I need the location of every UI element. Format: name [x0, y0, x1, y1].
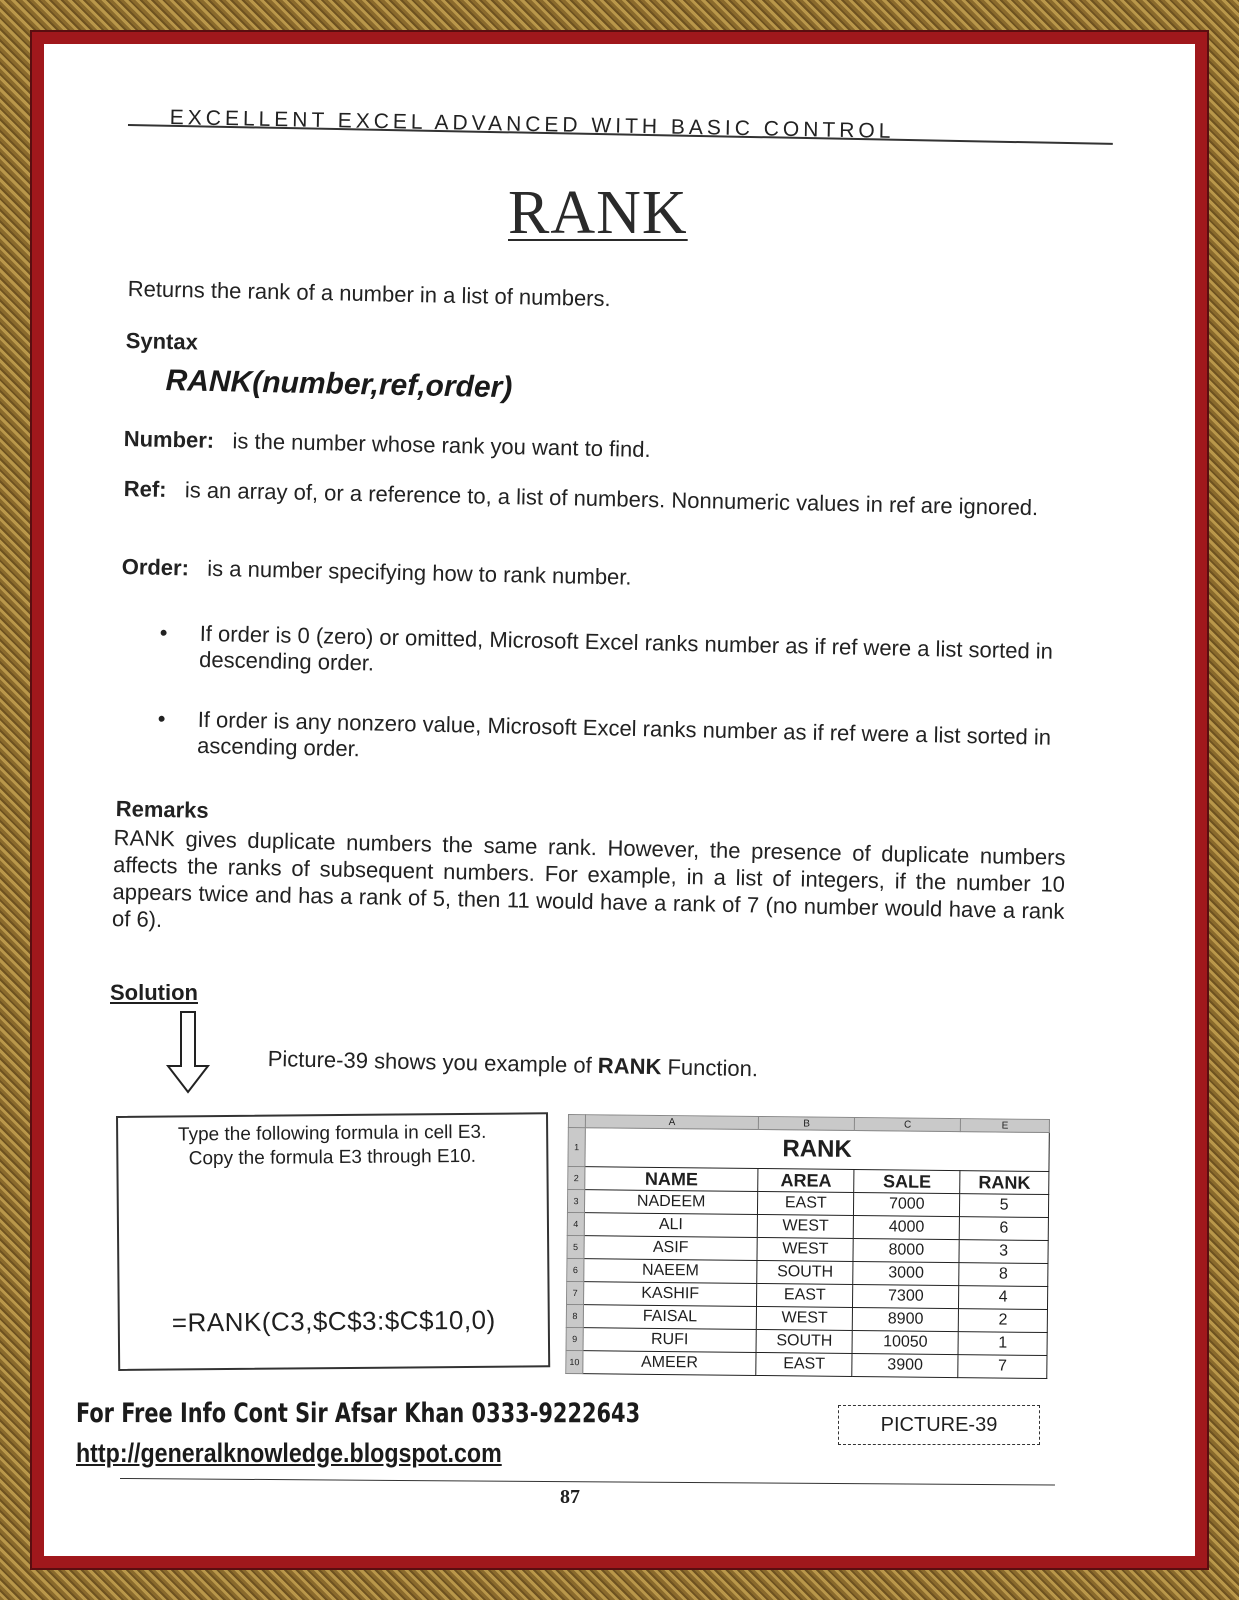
column-letter: A — [585, 1115, 758, 1130]
cell-name: NAEEM — [584, 1259, 757, 1284]
cell-area: WEST — [757, 1214, 853, 1238]
cell-sale: 7300 — [853, 1284, 959, 1308]
column-header: SALE — [854, 1170, 960, 1194]
arg-desc: is an array of, or a reference to, a list of numbers. Nonnumeric values in ref are ignored. — [184, 477, 1039, 521]
cell-area: EAST — [757, 1283, 853, 1307]
intro-text: Returns the rank of a number in a list of numbers. — [127, 276, 611, 312]
row-number: 9 — [566, 1327, 583, 1350]
column-letter: C — [855, 1118, 961, 1132]
bullet-item — [157, 706, 1068, 777]
arg-name: Ref: — [123, 476, 167, 502]
cell-sale: 7000 — [854, 1192, 960, 1216]
cell-rank: 6 — [959, 1217, 1048, 1241]
bullet-dot-icon: • — [157, 706, 166, 732]
cell-area: SOUTH — [757, 1260, 853, 1284]
row-number: 2 — [568, 1167, 585, 1190]
spreadsheet-table — [565, 1114, 1050, 1379]
sheet-title: RANK — [585, 1128, 1049, 1172]
cell-rank: 4 — [959, 1286, 1048, 1310]
arg-name: Number: — [123, 426, 215, 453]
table-row — [568, 1128, 1049, 1172]
cell-name: KASHIF — [584, 1282, 757, 1307]
arg-number — [123, 426, 1053, 471]
cell-sale: 8900 — [853, 1307, 959, 1331]
footer-rule — [120, 1478, 1055, 1486]
column-header: RANK — [960, 1171, 1049, 1195]
column-letter: E — [960, 1119, 1049, 1133]
cell-rank: 3 — [959, 1240, 1048, 1264]
row-number: 3 — [567, 1190, 584, 1213]
row-number: 1 — [568, 1128, 585, 1167]
bullet-item — [159, 620, 1070, 691]
cell-sale: 8000 — [853, 1238, 959, 1262]
remarks-text: RANK gives duplicate numbers the same rank. However, the presence of duplicate numbers affects the ranks of subsequent numbers. For example, in a list of integers, if the number 10 appears twice and has a rank of 5, then 11 would have a rank of 7 (no number would have a rank of 6). — [111, 824, 1066, 933]
cell-name: NADEEM — [584, 1190, 757, 1215]
cell-rank: 1 — [958, 1332, 1047, 1356]
row-number: 7 — [567, 1281, 584, 1304]
row-number: 10 — [566, 1350, 583, 1373]
formula-instruction-line: Copy the formula E3 through E10. — [188, 1145, 477, 1170]
column-header: AREA — [758, 1168, 854, 1192]
arg-ref — [123, 476, 1078, 522]
cell-name: ASIF — [584, 1236, 757, 1261]
arg-name: Order: — [121, 554, 190, 581]
syntax-formula: RANK(number,ref,order) — [165, 364, 513, 405]
arg-desc: is the number whose rank you want to find. — [232, 428, 651, 463]
syntax-label: Syntax — [125, 328, 199, 355]
bullet-text: If order is any nonzero value, Microsoft Excel ranks number as if ref were a list sorted in ascending order. — [196, 706, 1052, 762]
cell-area: SOUTH — [756, 1329, 852, 1353]
page-title: RANK — [508, 179, 688, 247]
cell-rank: 5 — [960, 1194, 1049, 1218]
cell-rank: 2 — [958, 1309, 1047, 1333]
cell-area: EAST — [756, 1352, 852, 1376]
spreadsheet-picture — [565, 1114, 1050, 1399]
formula-instruction-line: Type the following formula in cell E3. — [177, 1121, 487, 1146]
cell-name: AMEER — [583, 1351, 756, 1376]
cell-name: ALI — [584, 1213, 757, 1238]
row-number: 6 — [567, 1258, 584, 1281]
column-header: NAME — [585, 1167, 758, 1192]
corner-cell — [568, 1115, 585, 1128]
cell-name: FAISAL — [583, 1305, 756, 1330]
solution-label: Solution — [110, 980, 198, 1005]
cell-area: EAST — [758, 1191, 854, 1215]
row-number: 5 — [567, 1235, 584, 1258]
cell-area: WEST — [756, 1306, 852, 1330]
cell-rank: 8 — [959, 1263, 1048, 1287]
running-header: EXCELLENT EXCEL ADVANCED WITH BASIC CONTROL — [169, 106, 895, 143]
cell-rank: 7 — [958, 1355, 1047, 1379]
solution-note-bold: RANK — [597, 1052, 662, 1080]
solution-note-prefix: Picture-39 shows you example of — [267, 1046, 599, 1078]
cell-sale: 10050 — [852, 1330, 958, 1354]
formula-text: =RANK(C3,$C$3:$C$10,0) — [171, 1304, 496, 1338]
table-row — [566, 1350, 1047, 1378]
row-number: 4 — [567, 1212, 584, 1235]
formula-instructions — [118, 1120, 546, 1172]
row-number: 8 — [566, 1304, 583, 1327]
page-number: 87 — [560, 1486, 580, 1508]
solution-note-suffix: Function. — [661, 1054, 759, 1082]
bullet-dot-icon: • — [159, 620, 168, 646]
bullet-text: If order is 0 (zero) or omitted, Microsoft Excel ranks number as if ref were a list sorted in descending order. — [198, 620, 1054, 676]
cell-name: RUFI — [583, 1328, 756, 1353]
column-letter: B — [759, 1116, 855, 1130]
formula-box — [116, 1112, 550, 1371]
document-page — [44, 44, 1195, 1556]
arg-desc: is a number specifying how to rank number. — [207, 555, 632, 590]
down-arrow-icon — [164, 1010, 214, 1096]
contact-info: For Free Info Cont Sir Afsar Khan 0333-9222643 — [76, 1398, 641, 1429]
cell-area: WEST — [757, 1237, 853, 1261]
cell-sale: 3000 — [853, 1261, 959, 1285]
picture-label: PICTURE-39 — [838, 1405, 1040, 1445]
cell-sale: 4000 — [854, 1215, 960, 1239]
remarks-label: Remarks — [115, 796, 209, 823]
blog-url-link[interactable]: http://generalknowledge.blogspot.com — [76, 1438, 502, 1468]
arg-order — [121, 554, 1051, 599]
cell-sale: 3900 — [852, 1353, 958, 1377]
solution-note — [267, 1046, 758, 1082]
